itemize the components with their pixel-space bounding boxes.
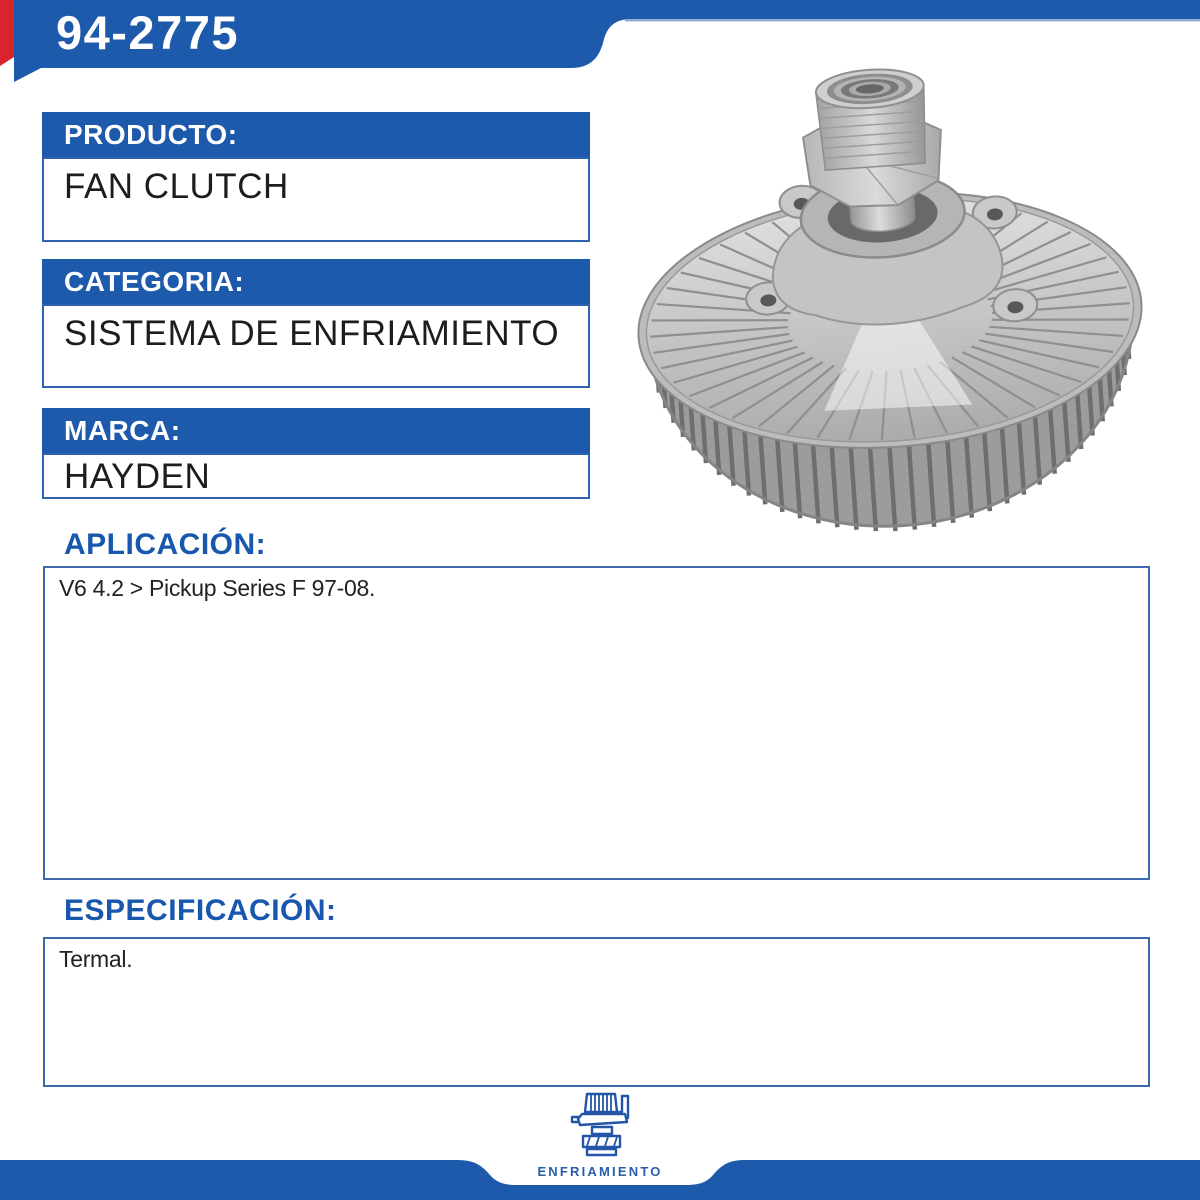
field-categoria-label: CATEGORIA: bbox=[42, 259, 590, 304]
part-number: 94-2775 bbox=[56, 6, 239, 59]
field-producto bbox=[42, 112, 590, 242]
field-producto-value: FAN CLUTCH bbox=[42, 157, 590, 242]
field-categoria bbox=[42, 259, 590, 388]
field-marca-value: HAYDEN bbox=[42, 453, 590, 499]
field-marca bbox=[42, 408, 590, 499]
field-categoria-value: SISTEMA DE ENFRIAMIENTO bbox=[42, 304, 590, 388]
especificacion-box: Termal. bbox=[43, 937, 1150, 1087]
fan-clutch-icon bbox=[570, 1088, 634, 1162]
header-ribbon-underline bbox=[625, 19, 1200, 22]
product-photo bbox=[618, 58, 1183, 543]
fan-clutch-photo-group bbox=[621, 58, 1156, 543]
field-marca-label: MARCA: bbox=[42, 408, 590, 453]
footer-band bbox=[0, 1160, 1200, 1200]
field-producto-label: PRODUCTO: bbox=[42, 112, 590, 157]
header-ribbon-red-accent bbox=[0, 0, 14, 66]
aplicacion-box: V6 4.2 > Pickup Series F 97-08. bbox=[43, 566, 1150, 880]
aplicacion-heading: APLICACIÓN: bbox=[64, 528, 267, 561]
footer-category-label: ENFRIAMIENTO bbox=[537, 1164, 663, 1179]
especificacion-heading: ESPECIFICACIÓN: bbox=[64, 894, 337, 927]
